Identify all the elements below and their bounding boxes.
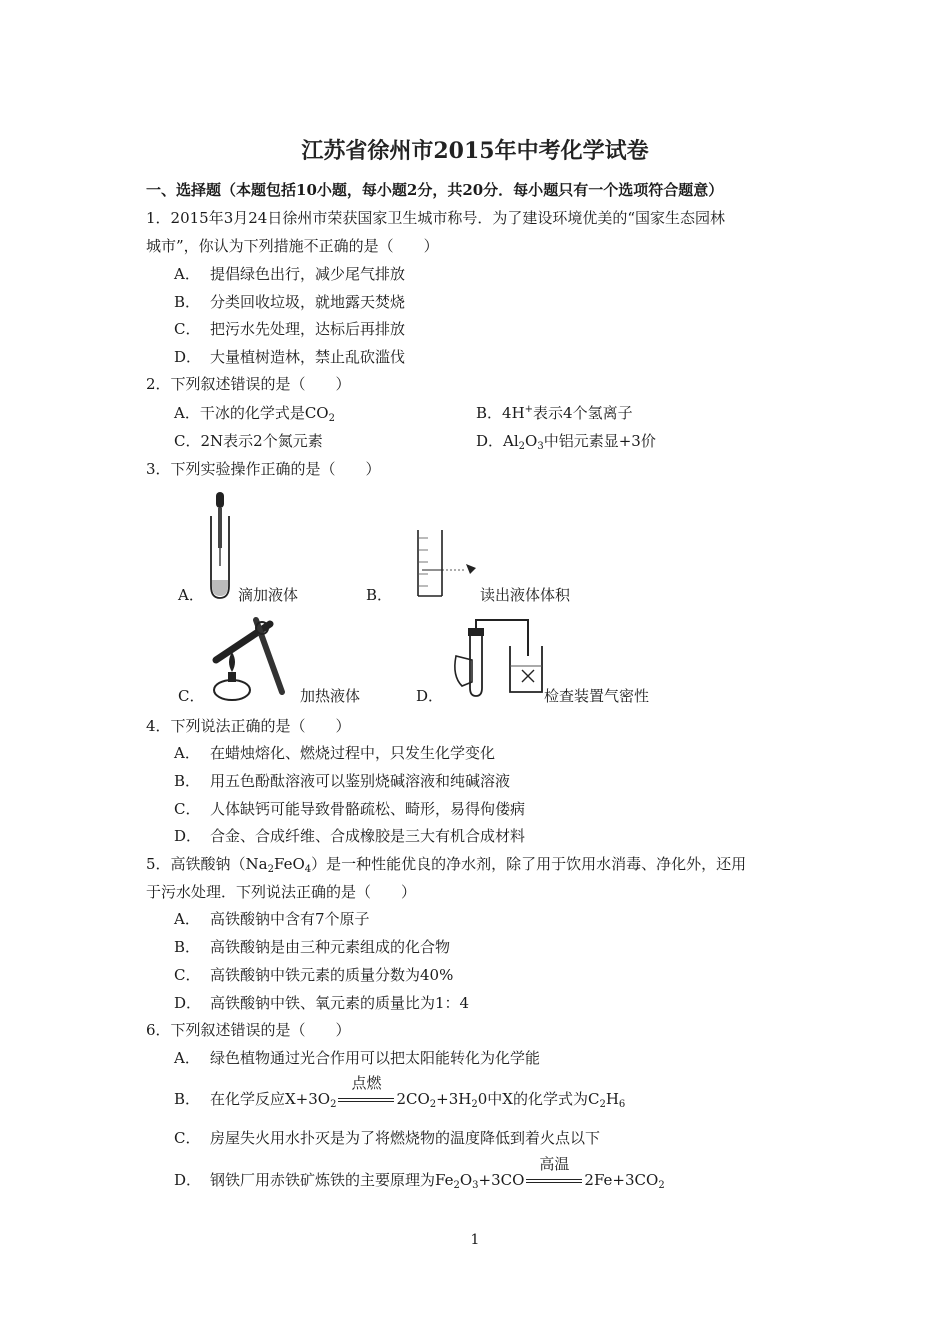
q5-option-c: C． 高铁酸钠中铁元素的质量分数为40%	[174, 966, 454, 984]
page-title: 江苏省徐州市2015年中考化学试卷	[301, 138, 649, 164]
q4-option-a: A． 在蜡烛熔化、燃烧过程中，只发生化学变化	[174, 744, 496, 762]
q3-stem: 3．下列实验操作正确的是（ ）	[146, 460, 381, 478]
stopper	[468, 628, 484, 636]
q4-option-c: C． 人体缺钙可能导致骨骼疏松、畸形，易得佝偻病	[174, 800, 526, 818]
q5-stem-line1: 5．高铁酸钠$(Na_2FeO_4)$是一种性能优良的净水剂，除了用于饮用水消毒、净化外，还用	[146, 855, 747, 875]
q2-option-b: B．4H+表示4个氢离子	[476, 404, 633, 422]
reaction-condition-high-temp: 高温	[524, 1170, 584, 1190]
airtightness-check-figure	[448, 616, 544, 698]
q3-a-letter: A．	[178, 586, 204, 604]
q3-d-letter: D．	[416, 687, 444, 705]
reaction-condition-ignite: 点燃	[336, 1089, 396, 1109]
beaker	[510, 646, 542, 692]
q1-stem-line2: 城市”，你认为下列措施不正确的是（ ）	[146, 237, 439, 255]
q3-c-label: 加热液体	[300, 687, 361, 705]
q1-stem-line1: 1．2015年3月24日徐州市荣获国家卫生城市称号．为了建设环境优美的“国家生态园林	[146, 209, 726, 227]
page-number: 1	[470, 1232, 480, 1248]
q1-option-c: C． 把污水先处理，达标后再排放	[174, 320, 406, 338]
q3-c-letter: C．	[178, 687, 205, 705]
measuring-cylinder-figure	[408, 528, 480, 600]
q6-option-a: A． 绿色植物通过光合作用可以把太阳能转化为化学能	[174, 1049, 541, 1067]
section-heading: 一、选择题（本题包括10小题，每小题2分，共20分．每小题只有一个选项符合题意）	[146, 181, 724, 199]
q3-d-label: 检查装置气密性	[544, 687, 650, 705]
delivery-tube	[476, 620, 528, 656]
q4-stem: 4．下列说法正确的是（ ）	[146, 717, 351, 735]
q1-option-a: A． 提倡绿色出行，减少尾气排放	[174, 265, 406, 283]
q6-option-c: C． 房屋失火用水扑灭是为了将燃烧物的温度降低到着火点以下	[174, 1129, 601, 1147]
q3-b-letter: B．	[366, 586, 393, 604]
q2-option-c: C．2N表示2个氮元素	[174, 432, 323, 450]
q1-option-d: D． 大量植树造林，禁止乱砍滥伐	[174, 348, 406, 366]
q6-option-b: B． 在化学反应$X+3O_2$ 点燃 $2CO_2+3H_20$中X的化学式为$C_2H_6$	[174, 1074, 626, 1110]
alcohol-lamp	[214, 680, 250, 700]
test-tube-holder	[256, 620, 282, 692]
q6-stem: 6．下列叙述错误的是（ ）	[146, 1021, 351, 1039]
q3-a-label: 滴加液体	[238, 586, 299, 604]
q3-b-label: 读出液体体积	[480, 586, 571, 604]
q5-option-b: B． 高铁酸钠是由三种元素组成的化合物	[174, 938, 451, 956]
q2-option-a: A．干冰的化学式是$CO_2$	[174, 404, 335, 424]
q5-stem-line2: 于污水处理．下列说法正确的是（ ）	[146, 883, 417, 901]
dropper-test-tube-figure	[202, 490, 238, 602]
q5-option-d: D． 高铁酸钠中铁、氧元素的质量比为1：4	[174, 994, 470, 1012]
heating-liquid-figure	[208, 614, 300, 704]
dropper-tube	[218, 508, 222, 548]
q2-stem: 2．下列叙述错误的是（ ）	[146, 375, 351, 393]
q1-option-b: B． 分类回收垃圾，就地露天焚烧	[174, 293, 406, 311]
q2-option-d: D．$Al_2O_3$中铝元素显+3价	[476, 432, 656, 452]
q4-option-b: B． 用五色酚酞溶液可以鉴别烧碱溶液和纯碱溶液	[174, 772, 511, 790]
q6-option-d: D． 钢铁厂用赤铁矿炼铁的主要原理为$Fe_2O_3+3CO$ 高温 $2Fe+3CO_2$	[174, 1155, 665, 1191]
flame-icon	[229, 652, 235, 672]
eye-icon	[466, 564, 476, 574]
q4-option-d: D． 合金、合成纤维、合成橡胶是三大有机合成材料	[174, 827, 526, 845]
dropper-bulb	[216, 492, 224, 508]
q5-option-a: A． 高铁酸钠中含有7个原子	[174, 910, 370, 928]
